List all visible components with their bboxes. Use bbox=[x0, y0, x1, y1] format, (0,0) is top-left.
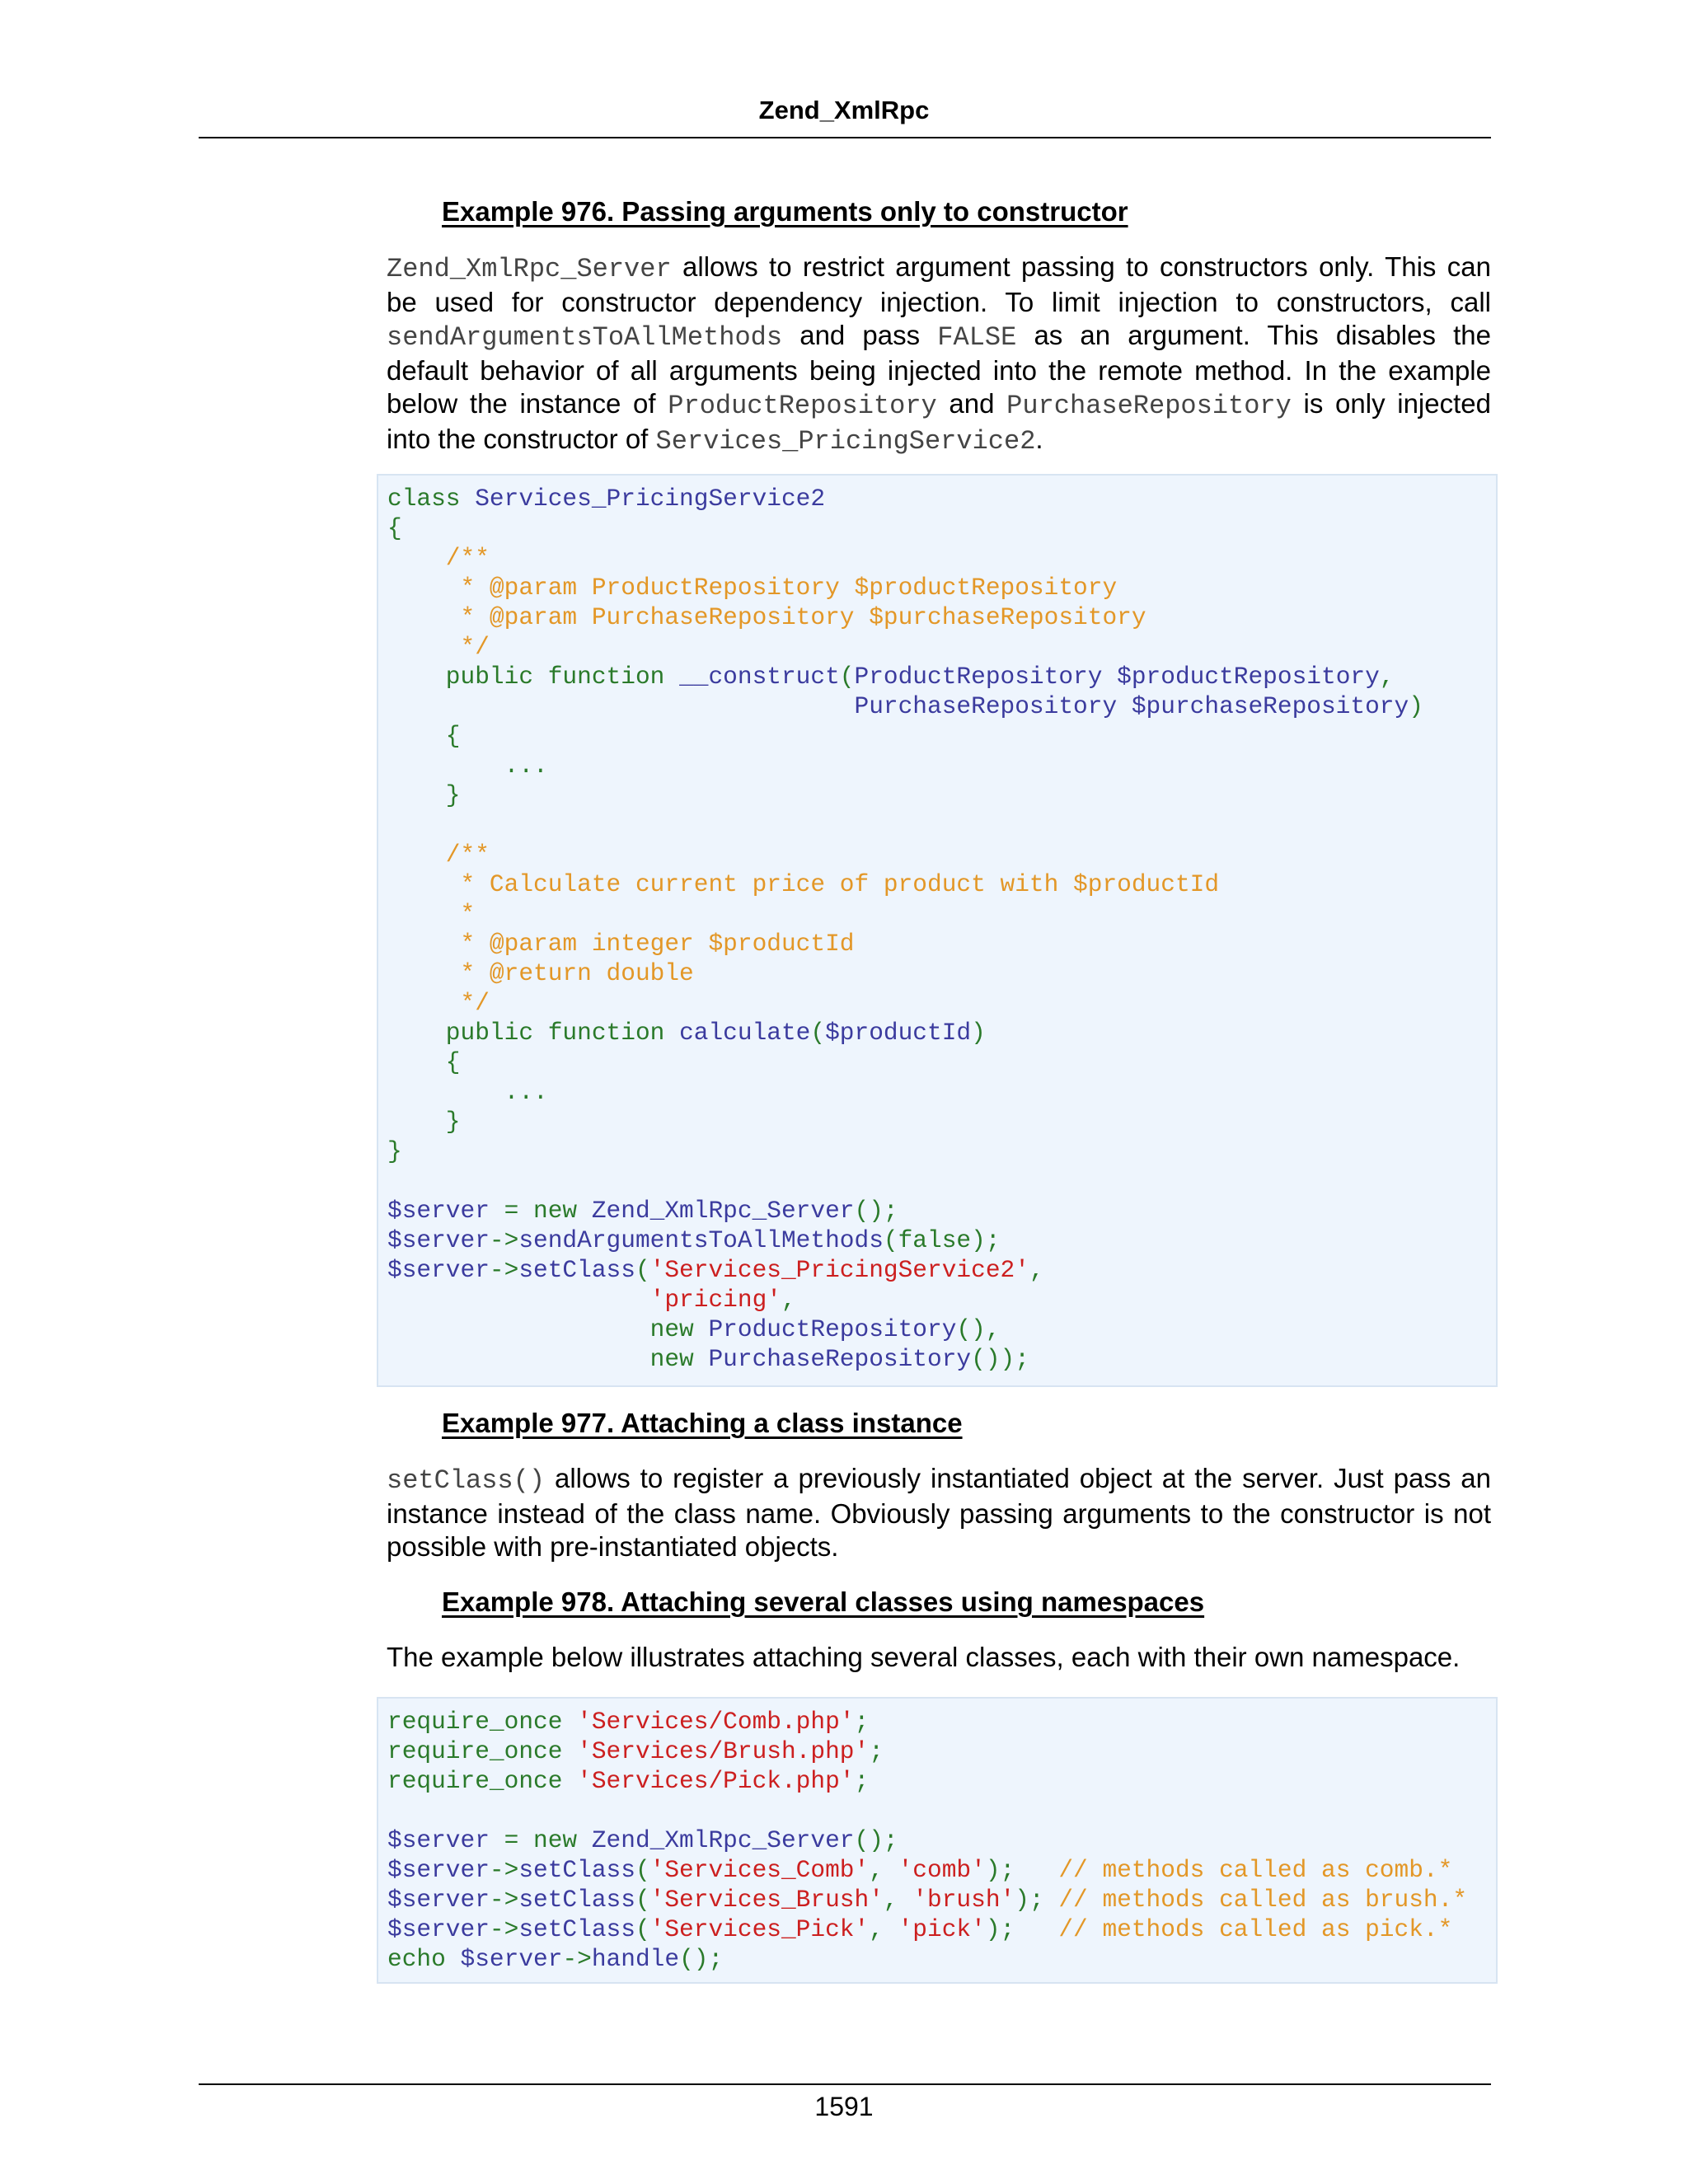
text-run: The example below illustrates attaching several classes, each with their own namespace. bbox=[387, 1642, 1461, 1672]
code-token: , bbox=[781, 1286, 796, 1314]
code-token: new bbox=[387, 1345, 709, 1373]
code-token: $server bbox=[387, 1826, 490, 1854]
code-token: (); bbox=[854, 1197, 898, 1225]
code-token: } bbox=[387, 1108, 461, 1136]
code-token: Zend_XmlRpc_Server bbox=[591, 1197, 855, 1225]
code-token: $server bbox=[387, 1886, 490, 1914]
code-line bbox=[387, 810, 1496, 840]
footer-rule bbox=[199, 2083, 1491, 2085]
code-token: __construct bbox=[679, 663, 840, 691]
code-token: require_once bbox=[387, 1737, 578, 1765]
example-977-paragraph bbox=[387, 1462, 1491, 1563]
code-token: 'Services/Comb.php' bbox=[577, 1708, 855, 1736]
code-token: * bbox=[387, 900, 476, 928]
text-run: and pass bbox=[782, 320, 938, 350]
code-line bbox=[387, 662, 1496, 691]
code-token: ; bbox=[854, 1708, 870, 1736]
code-token: -> bbox=[489, 1256, 519, 1284]
code-line bbox=[387, 1344, 1496, 1374]
code-line bbox=[387, 958, 1496, 988]
code-token: * @param PurchaseRepository $purchaseRepository bbox=[387, 603, 1146, 631]
text-run: is only injected into the constructor of bbox=[387, 388, 1491, 454]
code-token: ( bbox=[635, 1915, 650, 1943]
code-token: */ bbox=[387, 989, 490, 1017]
code-token: Services_PricingService2 bbox=[475, 485, 826, 513]
code-line bbox=[387, 1944, 1496, 1974]
code-token: setClass bbox=[518, 1915, 635, 1943]
code-token: { bbox=[387, 514, 402, 542]
text-run: . bbox=[1035, 424, 1043, 454]
code-token: ) bbox=[1409, 692, 1423, 720]
code-line bbox=[387, 1766, 1496, 1796]
code-token: 'pick' bbox=[898, 1915, 986, 1943]
code-line bbox=[387, 1285, 1496, 1315]
code-token: 'comb' bbox=[898, 1856, 986, 1884]
code-token: , bbox=[1379, 663, 1395, 691]
code-token: { bbox=[387, 722, 461, 750]
code-line bbox=[387, 1885, 1496, 1915]
code-token: ... bbox=[387, 752, 548, 780]
code-token: } bbox=[387, 781, 461, 809]
code-token: 'brush' bbox=[912, 1886, 1015, 1914]
code-line bbox=[387, 543, 1496, 573]
code-token: -> bbox=[489, 1886, 519, 1914]
code-token: new bbox=[387, 1315, 709, 1343]
code-token: ProductRepository bbox=[708, 1315, 957, 1343]
example-976-paragraph bbox=[387, 251, 1491, 458]
code-token: ()); bbox=[971, 1345, 1029, 1373]
code-line bbox=[387, 988, 1496, 1018]
example-976-title: Example 976. Passing arguments only to constructor bbox=[442, 196, 1128, 227]
code-token: , bbox=[1029, 1256, 1044, 1284]
code-token: $server bbox=[387, 1256, 490, 1284]
header-rule bbox=[199, 137, 1491, 138]
code-token: $server bbox=[387, 1856, 490, 1884]
example-978-code bbox=[378, 1699, 1496, 1974]
code-token: public function bbox=[387, 1019, 680, 1047]
code-token: ( bbox=[635, 1886, 650, 1914]
code-token: // methods called as brush.* bbox=[1058, 1886, 1468, 1914]
code-line bbox=[387, 1166, 1496, 1196]
code-token: PurchaseRepository $purchaseRepository bbox=[387, 692, 1409, 720]
code-token: -> bbox=[562, 1945, 592, 1973]
code-token: * @param ProductRepository $productRepository bbox=[387, 574, 1118, 602]
code-token: $productId bbox=[825, 1019, 972, 1047]
code-token: ; bbox=[869, 1737, 884, 1765]
code-line bbox=[387, 1047, 1496, 1077]
code-token: , bbox=[869, 1915, 898, 1943]
code-token: ( bbox=[810, 1019, 826, 1047]
code-line bbox=[387, 691, 1496, 721]
code-token: -> bbox=[489, 1915, 519, 1943]
example-978-paragraph bbox=[387, 1641, 1491, 1674]
code-token: (); bbox=[679, 1945, 724, 1973]
code-token: * Calculate current price of product with $productId bbox=[387, 870, 1220, 898]
code-token: ( bbox=[635, 1256, 650, 1284]
code-token: setClass bbox=[518, 1886, 635, 1914]
code-line bbox=[387, 513, 1496, 543]
code-line bbox=[387, 899, 1496, 929]
code-token: class bbox=[387, 485, 476, 513]
code-token: /** bbox=[387, 841, 490, 869]
code-token: ); bbox=[1015, 1886, 1059, 1914]
code-line bbox=[387, 1196, 1496, 1226]
code-token: = new bbox=[489, 1826, 592, 1854]
code-token: (); bbox=[854, 1826, 898, 1854]
code-token: -> bbox=[489, 1226, 519, 1254]
code-token: , bbox=[883, 1886, 913, 1914]
inline-code: setClass() bbox=[387, 1465, 546, 1496]
code-token: 'Services_Pick' bbox=[649, 1915, 870, 1943]
code-token: 'Services/Pick.php' bbox=[577, 1767, 855, 1795]
code-line bbox=[387, 1736, 1496, 1766]
code-token: $server bbox=[387, 1197, 490, 1225]
code-token: = new bbox=[489, 1197, 592, 1225]
text-run: and bbox=[936, 388, 1007, 419]
inline-code: sendArgumentsToAllMethods bbox=[387, 322, 783, 353]
code-token: ( bbox=[635, 1856, 650, 1884]
code-token: 'pricing' bbox=[387, 1286, 781, 1314]
code-token: handle bbox=[591, 1945, 680, 1973]
code-token: // methods called as comb.* bbox=[1058, 1856, 1453, 1884]
code-line bbox=[387, 1226, 1496, 1255]
code-line bbox=[387, 929, 1496, 958]
code-token: 'Services_PricingService2' bbox=[649, 1256, 1029, 1284]
code-token: setClass bbox=[518, 1256, 635, 1284]
code-token: ); bbox=[985, 1915, 1059, 1943]
example-978-code-block bbox=[377, 1697, 1498, 1984]
text-run: allows to restrict argument passing to constructors only. This can be used for constructor dependency injection. To limit injection to constructors, call bbox=[387, 251, 1491, 317]
code-token: public function bbox=[387, 663, 680, 691]
code-line bbox=[387, 1796, 1496, 1825]
code-token: 'Services_Brush' bbox=[649, 1886, 884, 1914]
code-token: 'Services/Brush.php' bbox=[577, 1737, 870, 1765]
code-line bbox=[387, 869, 1496, 899]
code-token: ) bbox=[971, 1019, 986, 1047]
code-token: ... bbox=[387, 1078, 548, 1106]
code-token: (), bbox=[956, 1315, 1001, 1343]
text-run: allows to register a previously instantiated object at the server. Just pass an instance instead of the class name. Obviously passing arguments to the constructor is not possible with pre-instantiated objects. bbox=[387, 1463, 1491, 1562]
code-token: $server bbox=[460, 1945, 563, 1973]
inline-code: Zend_XmlRpc_Server bbox=[387, 254, 672, 284]
code-token: Zend_XmlRpc_Server bbox=[591, 1826, 855, 1854]
code-line bbox=[387, 1018, 1496, 1047]
inline-code: Services_PricingService2 bbox=[655, 426, 1036, 457]
example-976-code-block bbox=[377, 474, 1498, 1387]
code-token: setClass bbox=[518, 1856, 635, 1884]
code-token: $server bbox=[387, 1226, 490, 1254]
text-run: as an argument. This disables the default behavior of all arguments being injected into the remote method. In the example below the instance of bbox=[387, 320, 1491, 419]
code-line bbox=[387, 721, 1496, 751]
code-token: */ bbox=[387, 633, 490, 661]
code-token: $server bbox=[387, 1915, 490, 1943]
code-token: * @param integer $productId bbox=[387, 930, 855, 958]
code-line bbox=[387, 1255, 1496, 1285]
code-line bbox=[387, 602, 1496, 632]
code-token: echo bbox=[387, 1945, 461, 1973]
code-line bbox=[387, 1707, 1496, 1736]
code-line bbox=[387, 573, 1496, 602]
code-token: -> bbox=[489, 1856, 519, 1884]
code-token: ); bbox=[985, 1856, 1059, 1884]
code-token: { bbox=[387, 1048, 461, 1076]
code-token: PurchaseRepository bbox=[708, 1345, 972, 1373]
example-976-code bbox=[378, 476, 1496, 1374]
code-token: ( bbox=[839, 663, 855, 691]
code-token: // methods called as pick.* bbox=[1058, 1915, 1453, 1943]
code-token: require_once bbox=[387, 1767, 578, 1795]
code-line bbox=[387, 1137, 1496, 1166]
code-line bbox=[387, 780, 1496, 810]
code-token: } bbox=[387, 1137, 402, 1165]
example-978-title: Example 978. Attaching several classes using namespaces bbox=[442, 1586, 1205, 1617]
code-token: require_once bbox=[387, 1708, 578, 1736]
code-token: ; bbox=[854, 1767, 870, 1795]
inline-code: FALSE bbox=[937, 322, 1017, 353]
code-line bbox=[387, 1915, 1496, 1944]
example-977-title: Example 977. Attaching a class instance bbox=[442, 1408, 963, 1438]
code-token: , bbox=[869, 1856, 898, 1884]
code-line bbox=[387, 1825, 1496, 1855]
code-line bbox=[387, 1107, 1496, 1137]
code-line bbox=[387, 840, 1496, 869]
code-token: (false); bbox=[883, 1226, 1001, 1254]
code-token: ProductRepository $productRepository bbox=[854, 663, 1380, 691]
inline-code: ProductRepository bbox=[668, 391, 937, 421]
inline-code: PurchaseRepository bbox=[1006, 391, 1292, 421]
code-line bbox=[387, 1855, 1496, 1885]
code-token: 'Services_Comb' bbox=[649, 1856, 870, 1884]
page-number: 1591 bbox=[814, 2092, 874, 2121]
code-line bbox=[387, 751, 1496, 780]
code-token: calculate bbox=[679, 1019, 811, 1047]
code-token: * @return double bbox=[387, 959, 694, 987]
code-line bbox=[387, 1315, 1496, 1344]
code-line bbox=[387, 1077, 1496, 1107]
code-token: /** bbox=[387, 544, 490, 572]
running-header: Zend_XmlRpc bbox=[758, 96, 930, 124]
code-line bbox=[387, 484, 1496, 513]
code-token: sendArgumentsToAllMethods bbox=[518, 1226, 884, 1254]
code-line bbox=[387, 632, 1496, 662]
